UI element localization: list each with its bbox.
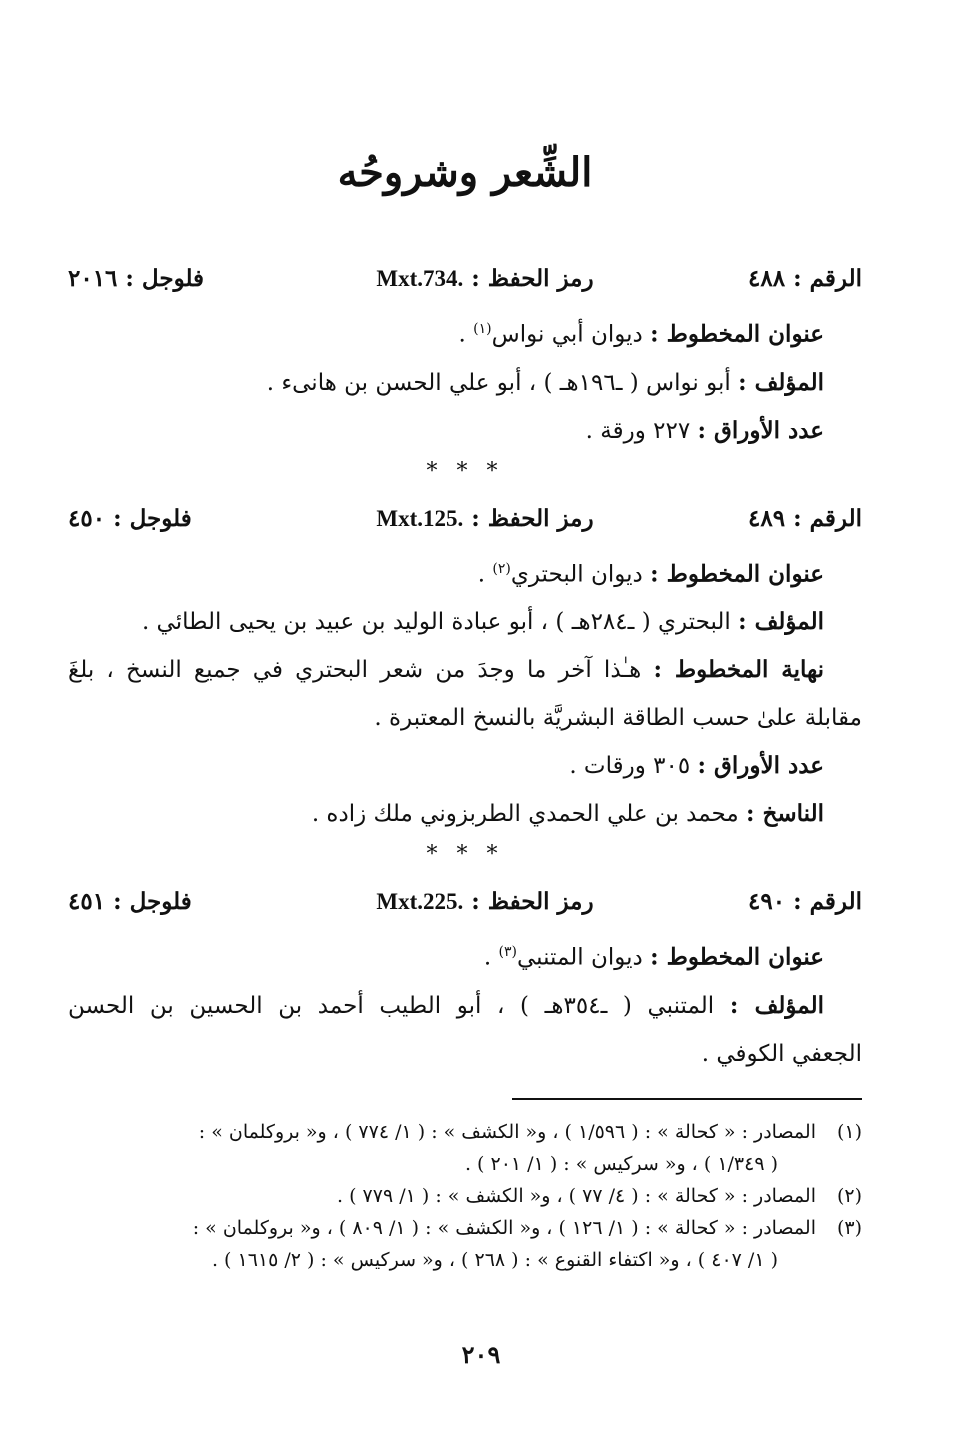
- footnote-1-continued: ( ١/٣٤٩ ) ، و« سركيس » : ( ١/ ٢٠١ ) .: [464, 1152, 778, 1175]
- author-field-continued: الجعفي الكوفي .: [701, 1040, 862, 1067]
- entry-number: الرقم : ٤٨٩: [748, 504, 862, 532]
- separator-stars: * * *: [426, 458, 504, 484]
- author-field: المؤلف : البحتري ( ـ٢٨٤هـ ) ، أبو عبادة الوليد بن عبيد بن يحيى الطائي .: [141, 608, 824, 636]
- entry-number: الرقم : ٤٨٨: [748, 265, 862, 292]
- manuscript-title: عنوان المخطوط : ديوان البحتري$^{(٢)}$ .: [477, 560, 824, 588]
- footnote-ref: (٢): [492, 560, 511, 577]
- flugel-number: فلوجل : ٤٥١: [68, 888, 192, 916]
- folio-count: عدد الأوراق : ٣٠٥ ورقات .: [569, 752, 824, 780]
- shelf-code: رمز الحفظ : Mxt.734.: [376, 265, 594, 292]
- manuscript-title: عنوان المخطوط : ديوان أبي نواس$^{(١)}$ .: [458, 320, 824, 348]
- page-number: ٢٠٩: [461, 1340, 501, 1369]
- flugel-number: فلوجل : ٢٠١٦: [68, 265, 205, 292]
- catalog-entry-489: [68, 499, 862, 837]
- entry-header: [68, 499, 862, 539]
- shelf-code: رمز الحفظ : Mxt.225.: [376, 888, 594, 916]
- entry-header: [68, 259, 862, 299]
- section-title: الشِّعر وشروحُه: [337, 149, 593, 196]
- copyist-field: الناسخ : محمد بن علي الحمدي الطربزوني ملك زاده .: [311, 800, 824, 828]
- shelf-code: رمز الحفظ : Mxt.125.: [376, 504, 594, 532]
- footnote-2: (٢) المصادر : « كحالة » : ( ٤/ ٧٧ ) ، و« الكشف » : ( ١/ ٧٧٩ ) .: [337, 1184, 862, 1207]
- entry-number: الرقم : ٤٩٠: [748, 888, 862, 916]
- entry-header: [68, 882, 862, 922]
- footnote-rule: [512, 1098, 862, 1100]
- footnote-ref: (٣): [498, 944, 517, 961]
- footnote-3: (٣) المصادر : « كحالة » : ( ١/ ١٢٦ ) ، و« الكشف » : ( ١/ ٨٠٩ ) ، و« بروكلمان » :: [192, 1216, 862, 1239]
- separator-stars: * * *: [426, 842, 504, 868]
- manuscript-ending: نهاية المخطوط : هـٰذا آخر ما وجدَ من شعر البحتري في جميع النسخ ، بلغَ: [68, 656, 824, 684]
- catalog-entry-490: [68, 882, 862, 1076]
- footnotes: [68, 1116, 862, 1276]
- flugel-number: فلوجل : ٤٥٠: [68, 504, 192, 532]
- footnote-3-continued: ( ١/ ٤٠٧ ) ، و« اكتفاء القنوع » : ( ٢٦٨ ) ، و« سركيس » : ( ٢/ ١٦١٥ ) .: [211, 1248, 778, 1271]
- author-field: المؤلف : المتنبي ( ـ٣٥٤هـ ) ، أبو الطيب أحمد بن الحسين بن الحسن: [68, 991, 825, 1019]
- manuscript-ending-continued: مقابلة علىٰ حسب الطاقة البشريَّة بالنسخ المعتبرة .: [374, 705, 862, 732]
- footnote-1: (١) المصادر : « كحالة » : ( ١/٥٩٦ ) ، و« الكشف » : ( ١/ ٧٧٤ ) ، و« بروكلمان » :: [198, 1120, 862, 1143]
- catalog-entry-488: [68, 259, 862, 453]
- author-field: المؤلف : أبو نواس ( ـ١٩٦هـ ) ، أبو علي الحسن بن هانىء .: [266, 368, 824, 396]
- footnote-ref: (١): [473, 321, 492, 337]
- folio-count: عدد الأوراق : ٢٢٧ ورقة .: [585, 416, 824, 444]
- manuscript-title: عنوان المخطوط : ديوان المتنبي$^{(٣)}$ .: [483, 943, 824, 971]
